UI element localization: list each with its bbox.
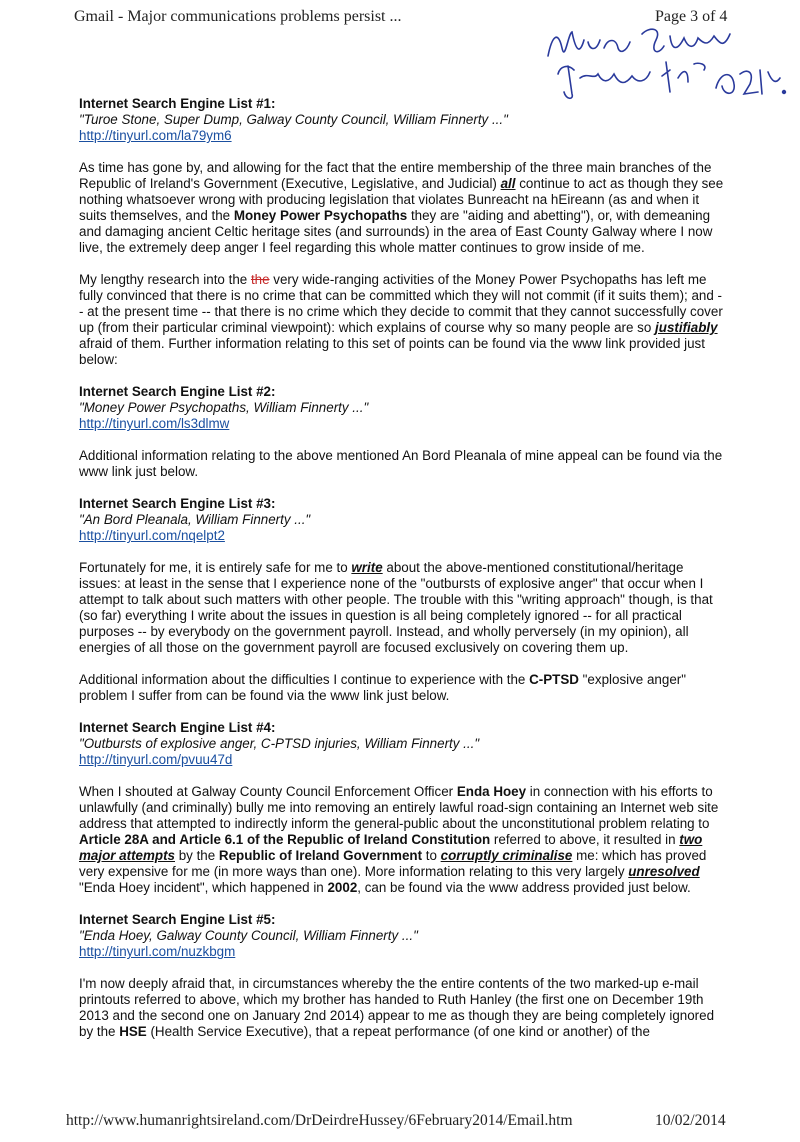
- emphasis-justifiably: justifiably: [655, 320, 718, 335]
- search-list-link[interactable]: http://tinyurl.com/nqelpt2: [79, 528, 225, 543]
- struck-word: the: [250, 272, 270, 287]
- emphasis-year: 2002: [327, 880, 358, 895]
- footer-date: 10/02/2014: [655, 1112, 726, 1129]
- paragraph-writing: Fortunately for me, it is entirely safe for me to write about the above-mentioned constitutional/heritage issues: at least in the sense that I experience none of the "outbursts of explosive anger" that occur when I attempt to talk about such matters with other people. The trouble with this "writing approach" though, is that (so far) everything I write about the issues in question is all being completely ignored -- for all practical purposes -- by everybody on the government payroll. Instead, and wholly perversely (in my opinion), all energies of all those on the government payroll are focused exclusively on covering them up.: [79, 560, 713, 655]
- search-list-2: [79, 384, 724, 432]
- search-list-query: "Outbursts of explosive anger, C-PTSD injuries, William Finnerty ...": [79, 736, 480, 751]
- emphasis-cptsd: C-PTSD: [529, 672, 579, 687]
- search-list-title: Internet Search Engine List #3:: [79, 496, 276, 511]
- paragraph-hse: I'm now deeply afraid that, in circumstances whereby the the entire contents of the two marked-up e-mail printouts referred to above, which my brother has handed to Ruth Hanley (the first one on December 19th 2013 and the second one on January 2nd 2014) appear to me as though they are being completely ignored by the HSE (Health Service Executive), that a repeat performance (of one kind or another) of the: [79, 976, 715, 1039]
- paragraph-pleanala: Additional information relating to the above mentioned An Bord Pleanala of mine appeal can be found via the www link just below.: [79, 448, 723, 479]
- search-list-title: Internet Search Engine List #1:: [79, 96, 276, 111]
- page-number: Page 3 of 4: [655, 8, 728, 25]
- letter-body: [79, 96, 724, 1056]
- search-list-link[interactable]: http://tinyurl.com/pvuu47d: [79, 752, 233, 767]
- document-title: Gmail - Major communications problems persist ...: [74, 8, 402, 25]
- search-list-query: "Enda Hoey, Galway County Council, William Finnerty ...": [79, 928, 418, 943]
- emphasis-corruptly: corruptly criminalise: [440, 848, 573, 863]
- emphasis-hse: HSE: [119, 1024, 147, 1039]
- search-list-title: Internet Search Engine List #2:: [79, 384, 276, 399]
- emphasis-government: Republic of Ireland Government: [218, 848, 423, 863]
- search-list-query: "An Bord Pleanala, William Finnerty ...": [79, 512, 311, 527]
- search-list-query: "Turoe Stone, Super Dump, Galway County Council, William Finnerty ...": [79, 112, 508, 127]
- paragraph-anger: As time has gone by, and allowing for the fact that the entire membership of the three main branches of the Republic of Ireland's Government (Executive, Legislative, and Judicial) all continue to act as though they see nothing whatsoever wrong with producing legislation that violates Bunreacht na hEireann (as and when it suits themselves, and the Money Power Psychopaths they are "aiding and abetting"), or, with demeaning and damaging ancient Celtic heritage sites (and surrounds) in the area of East County Galway where I now live, the extremely deep anger I feel regarding this whole matter continues to grow inside of me.: [79, 160, 724, 255]
- emphasis-articles: Article 28A and Article 6.1 of the Republic of Ireland Constitution: [79, 832, 491, 847]
- emphasis-all: all: [500, 176, 516, 191]
- search-list-5: [79, 912, 724, 960]
- search-list-link[interactable]: http://tinyurl.com/la79ym6: [79, 128, 232, 143]
- emphasis-two-attempts: two major attempts: [79, 832, 703, 863]
- paragraph-research: My lengthy research into the the very wide-ranging activities of the Money Power Psychopaths has left me fully convinced that there is no crime that can be committed which they will not commit (if it suits them); and -- at the present time -- that there is no crime which they decide to commit that they cannot successfully cover up (from their particular criminal viewpoint): which explains of course why so many people are so justifiably afraid of them. Further information relating to this set of points can be found via the www link provided just below:: [79, 272, 723, 367]
- search-list-title: Internet Search Engine List #4:: [79, 720, 276, 735]
- paragraph-cptsd: Additional information about the difficulties I continue to experience with the C-PTSD "explosive anger" problem I suffer from can be found via the www link just below.: [79, 672, 686, 703]
- emphasis-write: write: [351, 560, 383, 575]
- search-list-link[interactable]: http://tinyurl.com/ls3dlmw: [79, 416, 230, 431]
- search-list-3: [79, 496, 724, 544]
- search-list-title: Internet Search Engine List #5:: [79, 912, 276, 927]
- search-list-link[interactable]: http://tinyurl.com/nuzkbgm: [79, 944, 236, 959]
- search-list-4: [79, 720, 724, 768]
- emphasis-enda-hoey: Enda Hoey: [456, 784, 527, 799]
- paragraph-enda-hoey: When I shouted at Galway County Council Enforcement Officer Enda Hoey in connection with his efforts to unlawfully (and criminally) bully me into removing an entirely lawful road-sign containing an Internet web site address that attempted to indirectly inform the general-public about the unconstitutional problem relating to Article 28A and Article 6.1 of the Republic of Ireland Constitution referred to above, it resulted in two major attempts by the Republic of Ireland Government to corruptly criminalise me: which has proved very expensive for me (in more ways than one). More information relating to this very largely unresolved "Enda Hoey incident", which happened in 2002, can be found via the www address provided just below.: [79, 784, 719, 895]
- footer-url: http://www.humanrightsireland.com/DrDeirdreHussey/6February2014/Email.htm: [66, 1112, 573, 1129]
- emphasis-money-power: Money Power Psychopaths: [233, 208, 408, 223]
- search-list-query: "Money Power Psychopaths, William Finnerty ...": [79, 400, 369, 415]
- emphasis-unresolved: unresolved: [628, 864, 700, 879]
- handwritten-signature: [538, 22, 788, 104]
- search-list-1: [79, 96, 724, 144]
